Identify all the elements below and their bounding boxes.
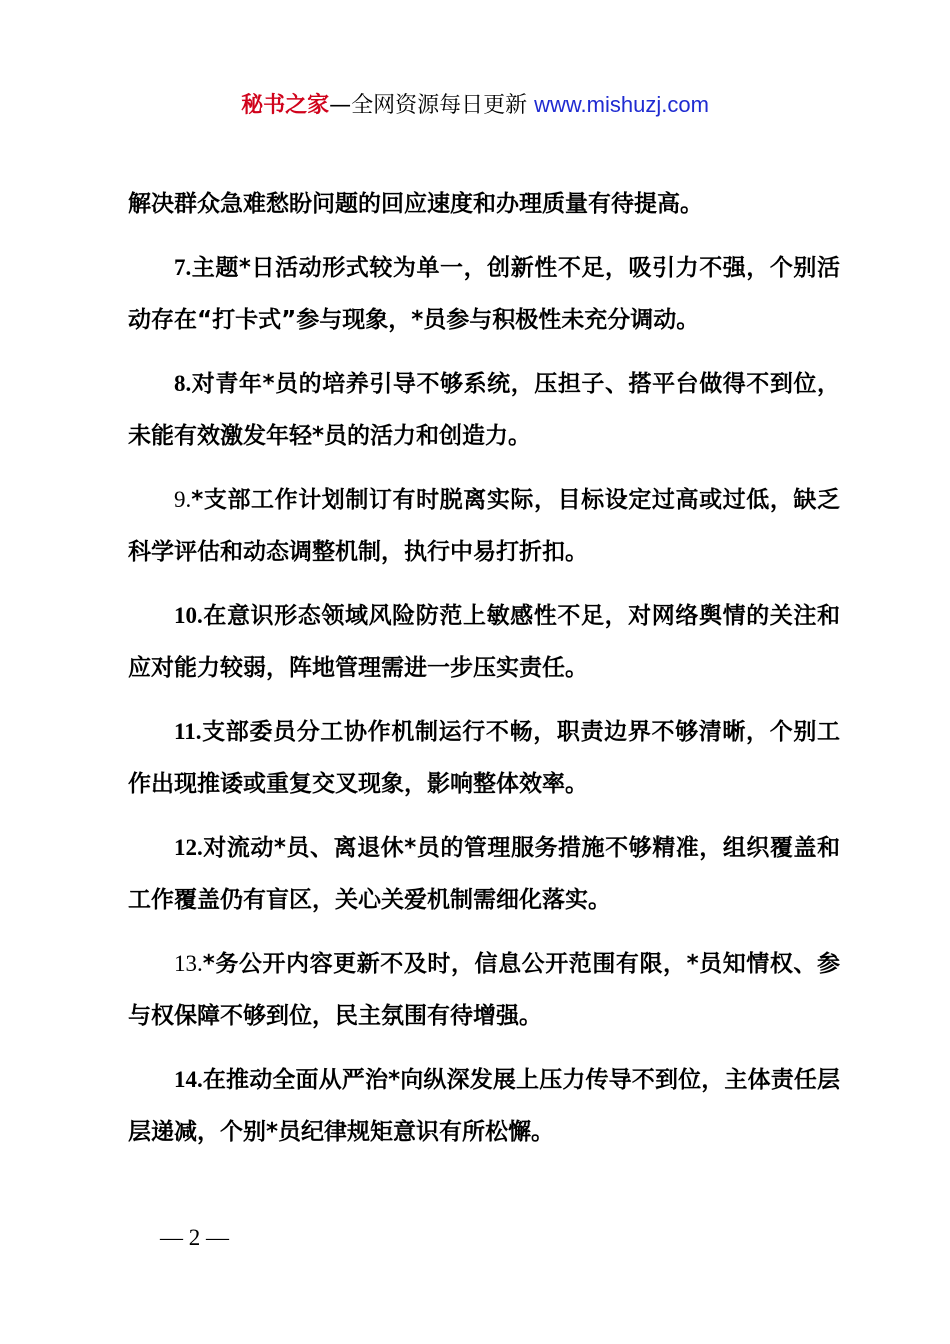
page-number: — 2 — [160,1225,229,1250]
list-item-13 [128,938,840,1042]
list-item-12 [128,822,840,926]
list-item-11 [128,706,840,810]
item-number: 8. [174,371,192,396]
document-body [128,178,840,1170]
paragraph-text: 在意识形态领域风险防范上敏感性不足，对网络舆情的关注和应对能力较弱，阵地管理需进一步压实责任。 [128,603,840,681]
item-number: 7. [174,255,192,280]
item-number: 9. [174,487,192,512]
list-item-14 [128,1054,840,1158]
paragraph-text: 对流动*员、离退休*员的管理服务措施不够精准，组织覆盖和工作覆盖仍有盲区，关心关爱机制需细化落实。 [128,835,840,913]
list-item-8 [128,358,840,462]
list-item-7 [128,242,840,346]
page-header [0,88,950,123]
list-item-9 [128,474,840,578]
paragraph-text: *支部工作计划制订有时脱离实际，目标设定过高或过低，缺乏科学评估和动态调整机制，执行中易打折扣。 [128,487,840,565]
item-number: 10. [174,603,203,628]
paragraph-text: 解决群众急难愁盼问题的回应速度和办理质量有待提高。 [128,191,703,217]
paragraph-continued [128,178,840,230]
paragraph-text: 主题*日活动形式较为单一，创新性不足，吸引力不强，个别活动存在“打卡式”参与现象，*员参与积极性未充分调动。 [128,255,840,333]
paragraph-text: 对青年*员的培养引导不够系统，压担子、搭平台做得不到位，未能有效激发年轻*员的活力和创造力。 [128,371,840,449]
brand-name: 秘书之家 [241,93,330,118]
list-item-10 [128,590,840,694]
header-tagline: —全网资源每日更新 [329,93,528,118]
site-url[interactable]: www.mishuzj.com [534,92,709,117]
item-number: 12. [174,835,203,860]
paragraph-text: 在推动全面从严治*向纵深发展上压力传导不到位，主体责任层层递减，个别*员纪律规矩意识有所松懈。 [128,1067,840,1145]
paragraph-text: *务公开内容更新不及时，信息公开范围有限，*员知情权、参与权保障不够到位，民主氛围有待增强。 [128,951,840,1029]
item-number: 13. [174,951,203,976]
item-number: 11. [174,719,202,744]
item-number: 14. [174,1067,203,1092]
paragraph-text: 支部委员分工协作机制运行不畅，职责边界不够清晰，个别工作出现推诿或重复交叉现象，影响整体效率。 [128,719,840,797]
